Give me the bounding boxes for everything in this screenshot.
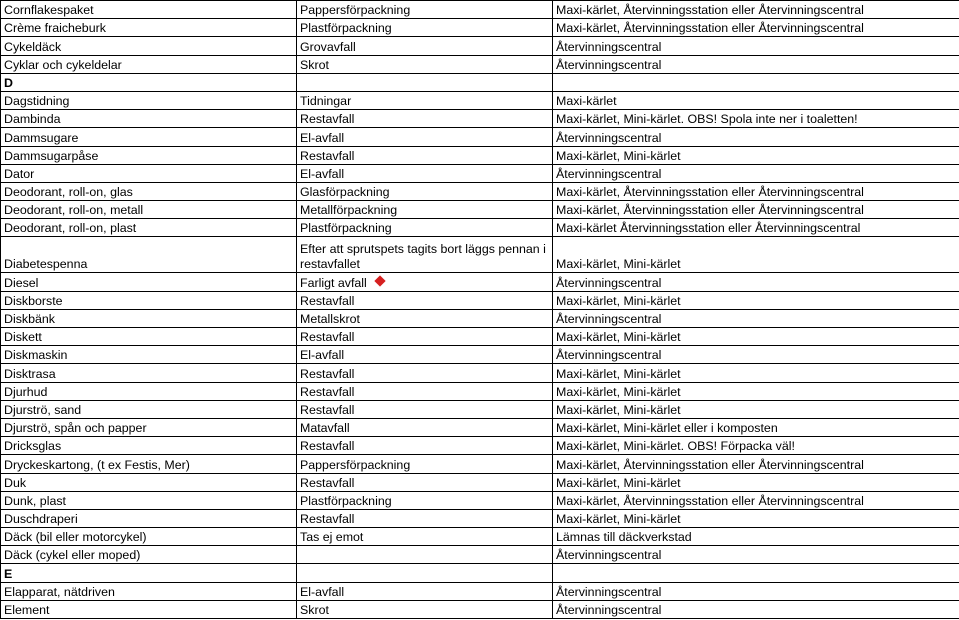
waste-type-label: Glasförpackning bbox=[300, 185, 390, 200]
waste-type-label: Skrot bbox=[300, 603, 329, 617]
waste-type-cell bbox=[297, 146, 553, 164]
disposal-location-cell: Maxi-kärlet, Återvinningsstation eller Återvinningscentral bbox=[553, 455, 959, 473]
item-name-cell: Däck (cykel eller moped) bbox=[1, 546, 297, 564]
waste-type-label: Tas ej emot bbox=[300, 530, 364, 545]
table-row bbox=[1, 418, 959, 436]
disposal-location-cell: Återvinningscentral bbox=[553, 55, 959, 73]
waste-type-cell bbox=[297, 473, 553, 491]
waste-type-cell bbox=[297, 37, 553, 55]
item-name-cell: Element bbox=[1, 600, 297, 618]
waste-type-label: Tidningar bbox=[300, 94, 352, 109]
table-row bbox=[1, 582, 959, 600]
table-row bbox=[1, 273, 959, 291]
disposal-location-cell: Återvinningscentral bbox=[553, 273, 959, 291]
table-row bbox=[1, 328, 959, 346]
table-row bbox=[1, 182, 959, 200]
table-row bbox=[1, 437, 959, 455]
disposal-location-cell: Maxi-kärlet, Mini-kärlet bbox=[553, 291, 959, 309]
table-row bbox=[1, 600, 959, 618]
item-name-cell: Diskmaskin bbox=[1, 346, 297, 364]
disposal-location-cell: Återvinningscentral bbox=[553, 582, 959, 600]
waste-type-cell bbox=[297, 382, 553, 400]
table-row bbox=[1, 55, 959, 73]
waste-type-cell bbox=[297, 528, 553, 546]
waste-type-label: Restavfall bbox=[300, 384, 355, 399]
section-spacer bbox=[297, 73, 553, 91]
item-name-cell: Dammsugarpåse bbox=[1, 146, 297, 164]
disposal-location-cell: Återvinningscentral bbox=[553, 346, 959, 364]
disposal-location-cell: Maxi-kärlet, Återvinningsstation eller Återvinningscentral bbox=[553, 19, 959, 37]
waste-type-label: Plastförpackning bbox=[300, 221, 392, 236]
section-letter: D bbox=[1, 73, 297, 91]
waste-type-label: Pappersförpackning bbox=[300, 3, 411, 18]
disposal-location-cell: Maxi-kärlet, Mini-kärlet bbox=[553, 146, 959, 164]
section-letter: E bbox=[1, 564, 297, 582]
item-name-cell: Däck (bil eller motorcykel) bbox=[1, 528, 297, 546]
waste-type-label: Farligt avfall bbox=[300, 275, 367, 290]
waste-type-cell bbox=[297, 328, 553, 346]
section-spacer bbox=[553, 564, 959, 582]
disposal-location-cell: Återvinningscentral bbox=[553, 128, 959, 146]
waste-type-label: Grovavfall bbox=[300, 39, 356, 54]
table-row bbox=[1, 364, 959, 382]
table-row bbox=[1, 491, 959, 509]
waste-type-label: Plastförpackning bbox=[300, 493, 392, 508]
waste-type-label: Restavfall bbox=[300, 475, 355, 490]
waste-type-cell bbox=[297, 455, 553, 473]
table-row bbox=[1, 455, 959, 473]
item-name-cell: Duk bbox=[1, 473, 297, 491]
table-row bbox=[1, 219, 959, 237]
disposal-location-cell: Maxi-kärlet, Mini-kärlet bbox=[553, 382, 959, 400]
table-row bbox=[1, 19, 959, 37]
table-row bbox=[1, 91, 959, 109]
disposal-location-cell: Lämnas till däckverkstad bbox=[553, 528, 959, 546]
table-row bbox=[1, 382, 959, 400]
disposal-location-cell: Maxi-kärlet, Mini-kärlet bbox=[553, 364, 959, 382]
section-spacer bbox=[553, 73, 959, 91]
table-row bbox=[1, 201, 959, 219]
section-spacer bbox=[297, 564, 553, 582]
item-name-cell: Deodorant, roll-on, metall bbox=[1, 201, 297, 219]
waste-type-label: Efter att sprutspets tagits bort läggs pennan i restavfallet bbox=[300, 242, 546, 272]
waste-type-cell bbox=[297, 219, 553, 237]
item-name-cell: Diesel bbox=[1, 273, 297, 291]
disposal-location-cell: Maxi-kärlet, Mini-kärlet bbox=[553, 473, 959, 491]
waste-type-label: El-avfall bbox=[300, 166, 345, 181]
waste-type-cell bbox=[297, 110, 553, 128]
disposal-location-cell: Maxi-kärlet, Återvinningsstation eller Återvinningscentral bbox=[553, 201, 959, 219]
waste-type-label: El-avfall bbox=[300, 130, 345, 145]
item-name-cell: Crème fraicheburk bbox=[1, 19, 297, 37]
item-name-cell: Disktrasa bbox=[1, 364, 297, 382]
table-row bbox=[1, 509, 959, 527]
table-row bbox=[1, 473, 959, 491]
waste-type-label: Restavfall bbox=[300, 366, 355, 381]
waste-type-label: Restavfall bbox=[300, 293, 355, 308]
item-name-cell: Dunk, plast bbox=[1, 491, 297, 509]
waste-type-label: Metallskrot bbox=[300, 312, 360, 326]
disposal-location-cell: Återvinningscentral bbox=[553, 309, 959, 327]
waste-type-label: Restavfall bbox=[300, 512, 355, 527]
item-name-cell: Diskborste bbox=[1, 291, 297, 309]
disposal-location-cell: Maxi-kärlet, Mini-kärlet bbox=[553, 509, 959, 527]
table-row bbox=[1, 146, 959, 164]
waste-type-cell bbox=[297, 55, 553, 73]
disposal-location-cell: Maxi-kärlet, Mini-kärlet bbox=[553, 328, 959, 346]
waste-type-cell bbox=[297, 400, 553, 418]
item-name-cell: Dammsugare bbox=[1, 128, 297, 146]
disposal-location-cell: Maxi-kärlet, Återvinningsstation eller Återvinningscentral bbox=[553, 1, 959, 19]
item-name-cell: Cyklar och cykeldelar bbox=[1, 55, 297, 73]
item-name-cell: Cornflakespaket bbox=[1, 1, 297, 19]
waste-type-cell bbox=[297, 600, 553, 618]
waste-type-label: El-avfall bbox=[300, 348, 345, 363]
table-row bbox=[1, 400, 959, 418]
table-row bbox=[1, 110, 959, 128]
table-row bbox=[1, 291, 959, 309]
disposal-location-cell: Maxi-kärlet, Mini-kärlet eller i komposten bbox=[553, 418, 959, 436]
table-row bbox=[1, 346, 959, 364]
item-name-cell: Djurströ, sand bbox=[1, 400, 297, 418]
waste-type-label: El-avfall bbox=[300, 584, 345, 599]
table-row bbox=[1, 128, 959, 146]
item-name-cell: Dricksglas bbox=[1, 437, 297, 455]
disposal-location-cell: Maxi-kärlet, Mini-kärlet. OBS! Förpacka väl! bbox=[553, 437, 959, 455]
waste-type-cell bbox=[297, 273, 553, 291]
waste-type-label: Metallförpackning bbox=[300, 203, 398, 218]
item-name-cell: Deodorant, roll-on, glas bbox=[1, 182, 297, 200]
disposal-location-cell: Maxi-kärlet, Mini-kärlet bbox=[553, 237, 959, 273]
item-name-cell: Dator bbox=[1, 164, 297, 182]
disposal-location-cell: Maxi-kärlet, Återvinningsstation eller Återvinningscentral bbox=[553, 182, 959, 200]
item-name-cell: Djurströ, spån och papper bbox=[1, 418, 297, 436]
hazard-diamond-icon bbox=[374, 275, 385, 286]
waste-type-label: Restavfall bbox=[300, 148, 355, 163]
disposal-location-cell: Återvinningscentral bbox=[553, 37, 959, 55]
waste-type-cell bbox=[297, 91, 553, 109]
waste-type-cell bbox=[297, 1, 553, 19]
disposal-location-cell: Återvinningscentral bbox=[553, 546, 959, 564]
waste-type-label: Skrot bbox=[300, 57, 329, 72]
waste-type-label: Matavfall bbox=[300, 421, 350, 436]
disposal-location-cell: Maxi-kärlet Återvinningsstation eller Återvinningscentral bbox=[553, 219, 959, 237]
waste-type-cell bbox=[297, 237, 553, 273]
waste-type-cell bbox=[297, 164, 553, 182]
table-row bbox=[1, 1, 959, 19]
waste-type-label: Restavfall bbox=[300, 330, 355, 345]
waste-type-cell bbox=[297, 509, 553, 527]
waste-type-cell bbox=[297, 346, 553, 364]
table-row bbox=[1, 37, 959, 55]
item-name-cell: Dryckeskartong, (t ex Festis, Mer) bbox=[1, 455, 297, 473]
waste-type-cell bbox=[297, 364, 553, 382]
waste-type-cell bbox=[297, 182, 553, 200]
waste-type-cell bbox=[297, 418, 553, 436]
disposal-location-cell: Maxi-kärlet, Mini-kärlet bbox=[553, 400, 959, 418]
item-name-cell: Diabetespenna bbox=[1, 237, 297, 273]
waste-type-cell bbox=[297, 491, 553, 509]
item-name-cell: Dagstidning bbox=[1, 91, 297, 109]
table-body bbox=[1, 1, 959, 619]
item-name-cell: Diskbänk bbox=[1, 309, 297, 327]
section-header-row bbox=[1, 73, 959, 91]
waste-type-cell bbox=[297, 309, 553, 327]
waste-type-cell bbox=[297, 201, 553, 219]
table-row bbox=[1, 309, 959, 327]
item-name-cell: Dambinda bbox=[1, 110, 297, 128]
item-name-cell: Cykeldäck bbox=[1, 37, 297, 55]
waste-type-cell bbox=[297, 582, 553, 600]
item-name-cell: Duschdraperi bbox=[1, 509, 297, 527]
item-name-cell: Elapparat, nätdriven bbox=[1, 582, 297, 600]
waste-type-cell bbox=[297, 437, 553, 455]
section-header-row bbox=[1, 564, 959, 582]
waste-type-cell bbox=[297, 546, 553, 564]
waste-type-label: Restavfall bbox=[300, 439, 355, 454]
waste-type-label: Pappersförpackning bbox=[300, 457, 411, 472]
waste-type-label: Restavfall bbox=[300, 402, 355, 417]
waste-type-cell bbox=[297, 291, 553, 309]
table-row bbox=[1, 528, 959, 546]
disposal-location-cell: Maxi-kärlet, Mini-kärlet. OBS! Spola inte ner i toaletten! bbox=[553, 110, 959, 128]
disposal-location-cell: Maxi-kärlet, Återvinningsstation eller Återvinningscentral bbox=[553, 491, 959, 509]
table-row bbox=[1, 237, 959, 273]
waste-type-cell bbox=[297, 128, 553, 146]
waste-type-label: Restavfall bbox=[300, 112, 355, 127]
waste-type-cell bbox=[297, 19, 553, 37]
item-name-cell: Diskett bbox=[1, 328, 297, 346]
table-row bbox=[1, 164, 959, 182]
item-name-cell: Deodorant, roll-on, plast bbox=[1, 219, 297, 237]
disposal-location-cell: Återvinningscentral bbox=[553, 600, 959, 618]
item-name-cell: Djurhud bbox=[1, 382, 297, 400]
waste-type-label: Plastförpackning bbox=[300, 21, 392, 36]
disposal-location-cell: Återvinningscentral bbox=[553, 164, 959, 182]
disposal-location-cell: Maxi-kärlet bbox=[553, 91, 959, 109]
table-row bbox=[1, 546, 959, 564]
